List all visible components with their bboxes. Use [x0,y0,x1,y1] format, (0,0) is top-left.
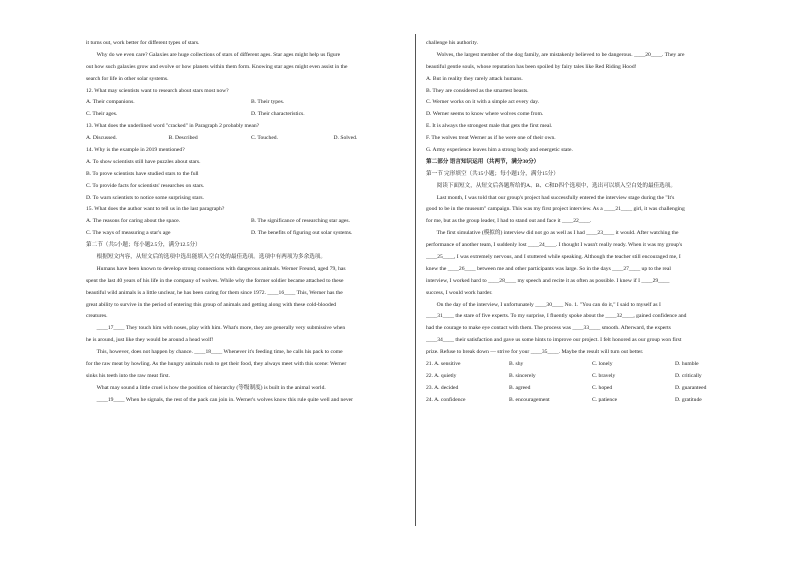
question-12-options-row1 [86,97,416,109]
passage-line: had the courage to make eye contact with them. The process was ____33____ smooth. Afterward, the experts [426,325,671,332]
option-b: B. Described [168,135,198,142]
option-c: C. Touched. [251,135,279,142]
passage-line: ____31____ the stare of five experts. To my surprise, I fluently spoke about the ____32____, gained confidence and [426,313,687,320]
passage-line: Humans have been known to develop strong connections with dangerous animals. Werner Freund, aged 79, has [96,265,346,272]
left-column [86,38,416,407]
passage-line: good to be in the museum" campaign. This was my first project interview. As a ____21____ girl, it was challenging [426,206,685,213]
passage-line: success, I would work harder. [426,289,493,296]
section-2-title: 第二节（共5小题；每小题2.5分，满分12.5分） [86,242,201,249]
question-12-options-row2 [86,109,416,121]
text-line: Why do we even care? Galaxies are huge collections of stars of different ages. Star ages might help us figure [96,51,341,58]
text-line: Wolves, the largest member of the dog family, are mistakenly believed to be dangerous. ____20____. They are [436,51,685,58]
option-line: D. Werner seems to know where wolves come from. [426,111,544,118]
option-c: C. lonely [592,361,613,368]
text-line: challenge his authority. [426,40,478,46]
option-b: B. Their types. [251,99,285,106]
passage-line: The first simulative (模拟的) interview did not go as well as I had ____23____ it would. After watching the [436,230,679,237]
option-a: 24. A. confidence [426,396,466,403]
question-15-stem: 15. What does the author want to tell us in the last paragraph? [86,206,225,213]
passage-line: What may sound a little cruel is how the position of hierarchy (等级制度) is built in the animal world. [96,384,326,391]
question-13-options [86,133,416,145]
passage-line: Last month, I was told that our group's project had successfully entered the interview stage during the "It's [436,194,675,201]
option-d: D. To warn scientists to notice some surprising stars. [86,194,204,201]
passage-line: ____25____, I was extremely nervous, and I stuttered while speaking. Although the teacher still encouraged me, I [426,254,681,261]
text-line: beautiful gentle souls, whose reputation has been spoiled by fairy tales like Red Riding Hood! [426,63,637,70]
passage-line: for me, but as the group leader, I had to stand out and face it ____22____. [426,218,592,225]
option-c: C. patience [592,396,618,403]
option-c: C. To provide facts for scientists' researches on stars. [86,182,205,189]
option-b: B. agreed [509,384,531,391]
passage-line: performance of another team, I suddenly lost ____24____. I thought I wasn't really ready. When it was my group's [426,242,683,249]
section-2-instructions: 根据短文内容，从短文后的选项中选出能填入空白处的最佳选项。选项中有两项为多余选项。 [96,254,326,261]
part-2-instructions: 阅读下面短文，从短文后各题所给的A、B、C和D四个选项中，选出可以填入空白处的最佳选项。 [436,182,676,189]
option-a: A. Discussed. [86,135,117,142]
option-a: 22. A. quietly [426,372,457,379]
option-line: A. But in reality they rarely attack humans. [426,75,523,82]
question-23-options [426,383,758,395]
passage-line: creatures. [86,313,108,320]
passage-line: for the raw meat by howling. As the hungry animals rush to get their food, they always meet with this scene: Werner [86,361,347,368]
question-12-stem: 12. What may scientists want to research about stars most now? [86,87,229,94]
option-d: D. gratitude [675,396,702,403]
part-2-section-1-title: 第一节 完形填空（共15小题；每小题1分，满分15分） [426,170,559,177]
passage-line: beautiful wild animals is a little unclear, he has been caring for them since 1972. ____16____ This, Werner has the [86,289,343,296]
option-d: D. Their characteristics. [251,111,305,118]
question-21-options [426,359,758,371]
option-d: D. humble [675,361,699,368]
passage-line: ____19____ When he signals, the rest of the pack can join in. Werner's wolves know this rule quite well and never [96,396,353,403]
option-d: D. guaranteed [675,384,707,391]
option-c: C. The ways of measuring a star's age [86,230,171,237]
option-c: C. bravely [592,372,616,379]
passage-line: This, however, does not happen by chance. ____18____ Whenever it's feeding time, he calls his pack to come [96,349,343,356]
option-line: C. Werner works on it with a simple act every day. [426,99,540,106]
passage-line: On the day of the interview, I unfortunately ____30____ No. 1. "You can do it," I said to myself as I [436,301,661,308]
column-divider [415,34,416,526]
option-line: B. They are considered as the smartest beasts. [426,87,529,94]
passage-line: sinks his teeth into the raw meat first. [86,372,170,379]
option-b: B. To prove scientists have studied stars to the full [86,170,199,177]
option-b: B. shy [509,361,524,368]
question-13-stem: 13. What does the underlined word "cracked" in Paragraph 2 probably mean? [86,123,260,130]
option-a: A. The reasons for caring about the space. [86,218,181,225]
option-a: A. Their companions. [86,99,135,106]
text-line: out how such galaxies grow and evolve or how planets within them form. Knowing star ages might even assist in the [86,63,348,70]
question-15-options-row1 [86,216,416,228]
option-c: C. hoped [592,384,613,391]
option-b: B. The significance of researching star ages. [251,218,350,225]
option-line: G. Army experience leaves him a strong body and energetic state. [426,147,573,154]
part-2-title: 第二部分 语言知识运用（共两节，满分30分） [426,158,540,165]
question-22-options [426,371,758,383]
question-15-options-row2 [86,228,416,240]
text-line: search for life in other solar systems. [86,75,169,82]
option-a: 21. A. sensitive [426,361,461,368]
option-c: C. Their ages. [86,111,118,118]
passage-line: interview, I worked hard to ____28____ my speech and recite it as often as possible. I knew if I ____29____ [426,277,670,284]
passage-line: great ability to survive in the period of entering this group of animals and getting along with these cold-blooded [86,301,337,308]
passage-line: he is around, just like they would be around a head wolf! [86,337,214,344]
option-b: B. encouragement [509,396,550,403]
passage-line: ____34____ their satisfaction and gave us some hints to improve our project. I felt honored as our group won first [426,337,682,344]
passage-line: spent the last 40 years of his life in the company of wolves. While why the former soldier became attached to these [86,277,344,284]
question-24-options [426,395,758,407]
passage-line: knew the ____26____ between me and other participants was large. So in the days ____27____ up to the real [426,265,671,272]
text-line: it turns out, work better for different types of stars. [86,40,200,46]
option-a: A. To show scientists still have puzzles about stars. [86,158,201,165]
question-14-stem: 14. Why is the example in 2019 mentioned? [86,147,185,154]
right-column [426,38,758,407]
passage-line: ____17____ They touch him with noses, play with him. What's more, they are generally very submissive when [96,325,346,332]
option-b: B. sincerely [509,372,536,379]
option-a: 23. A. decided [426,384,459,391]
option-d: D. The benefits of figuring out solar systems. [251,230,353,237]
option-d: D. Solved. [333,135,358,142]
passage-line: prize. Refuse to break down — strive for your ____35____. Maybe the result will turn out better. [426,349,644,356]
option-line: F. The wolves treat Werner as if he were one of their own. [426,135,556,142]
option-d: D. critically [675,372,702,379]
option-line: E. It is always the strongest male that gets the first meal. [426,123,553,130]
